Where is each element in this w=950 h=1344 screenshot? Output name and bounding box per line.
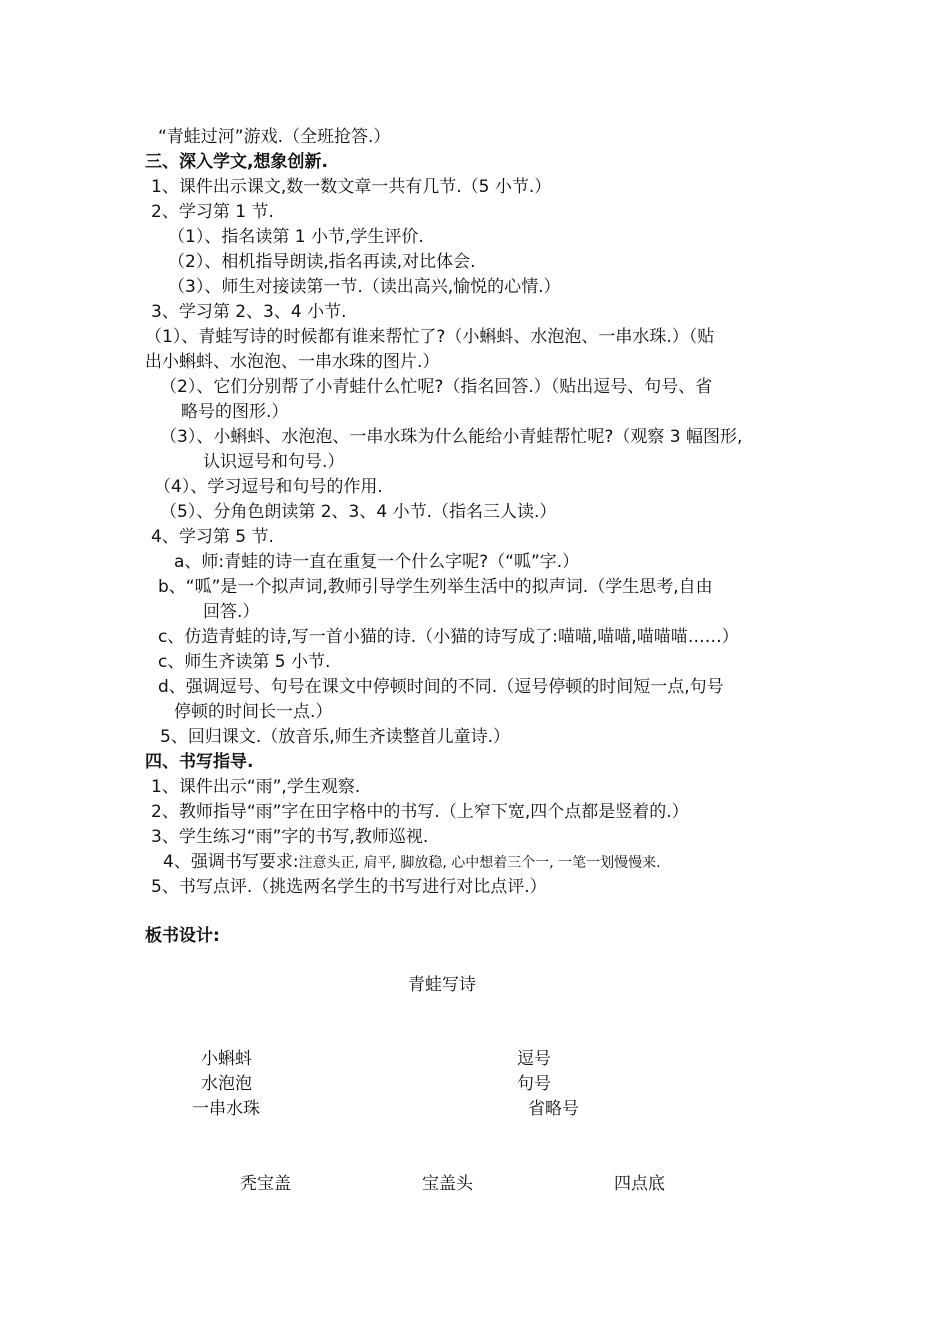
sec3-item-3-5: （5）、分角色朗读第 2、3、4 小节.（指名三人读.） <box>160 502 557 522</box>
sec3-item-2-1: （1）、指名读第 1 小节,学生评价. <box>168 227 424 247</box>
board-design-heading: 板书设计: <box>145 926 220 946</box>
sec4-item-3: 3、学生练习“雨”字的书写,教师巡视. <box>151 827 429 847</box>
board-left-item: 一串水珠 <box>192 1099 260 1119</box>
sec3-item-2-2: （2）、相机指导朗读,指名再读,对比体会. <box>168 252 476 272</box>
sec3-item-2: 2、学习第 1 节. <box>151 202 274 222</box>
game-line: “青蛙过河”游戏.（全班抢答.） <box>158 127 391 147</box>
sec3-item-4-c: c、仿造青蛙的诗,写一首小猫的诗.（小猫的诗写成了:喵喵,喵喵,喵喵喵……） <box>158 627 739 647</box>
sec3-item-2-3: （3）、师生对接读第一节.（读出高兴,愉悦的心情.） <box>168 277 561 297</box>
sec3-item-4-b: b、“呱”是一个拟声词,教师引导学生列举生活中的拟声词.（学生思考,自由 <box>158 577 713 597</box>
sec4-item-1: 1、课件出示“雨”,学生观察. <box>151 777 361 797</box>
sec3-item-3-1: （1）、青蛙写诗的时候都有谁来帮忙了?（小蝌蚪、水泡泡、一串水珠.）（贴 <box>145 327 715 347</box>
sec3-item-4-b-cont: 回答.） <box>203 602 260 622</box>
sec3-item-4-d-cont: 停顿的时间长一点.） <box>174 702 333 722</box>
sec3-item-3-3-cont: 认识逗号和句号.） <box>203 452 345 472</box>
sec4-item-4-requirements: 注意头正, 肩平, 脚放稳, 心中想着三个一, 一笔一划慢慢来. <box>298 855 661 871</box>
sec3-item-4-c2: c、师生齐读第 5 小节. <box>158 652 331 672</box>
board-left-item: 水泡泡 <box>201 1074 252 1094</box>
sec3-item-3-2-cont: 略号的图形.） <box>181 402 289 422</box>
sec3-item-3-3: （3）、小蝌蚪、水泡泡、一串水珠为什么能给小青蛙帮忙呢?（观察 3 幅图形, <box>160 427 743 447</box>
board-right-item: 句号 <box>517 1074 551 1094</box>
sec3-item-3: 3、学习第 2、3、4 小节. <box>151 302 347 322</box>
board-right-item: 省略号 <box>528 1099 579 1119</box>
sec3-item-4: 4、学习第 5 节. <box>151 527 274 547</box>
sec3-item-4-d: d、强调逗号、句号在课文中停顿时间的不同.（逗号停顿的时间短一点,句号 <box>158 677 724 697</box>
board-title: 青蛙写诗 <box>408 975 476 995</box>
sec4-item-4-prefix: 4、强调书写要求: <box>163 852 299 872</box>
board-bottom-item: 宝盖头 <box>422 1174 473 1194</box>
section-3-heading: 三、深入学文,想象创新. <box>145 152 328 172</box>
sec3-item-3-2: （2）、它们分别帮了小青蛙什么忙呢?（指名回答.）（贴出逗号、句号、省 <box>160 377 713 397</box>
sec3-item-5: 5、回归课文.（放音乐,师生齐读整首儿童诗.） <box>160 727 511 747</box>
board-left-item: 小蝌蚪 <box>201 1049 252 1069</box>
sec3-item-1: 1、课件出示课文,数一数文章一共有几节.（5 小节.） <box>151 177 552 197</box>
sec4-item-2: 2、教师指导“雨”字在田字格中的书写.（上窄下宽,四个点都是竖着的.） <box>151 802 689 822</box>
sec3-item-4-a: a、师:青蛙的诗一直在重复一个什么字呢?（“呱”字.） <box>174 552 580 572</box>
sec3-item-3-4: （4）、学习逗号和句号的作用. <box>154 477 383 497</box>
board-bottom-item: 四点底 <box>614 1174 665 1194</box>
sec4-item-5: 5、书写点评.（挑选两名学生的书写进行对比点评.） <box>151 877 547 897</box>
section-4-heading: 四、书写指导. <box>145 752 254 772</box>
sec4-item-4 <box>163 851 661 874</box>
board-right-item: 逗号 <box>517 1049 551 1069</box>
board-bottom-item: 秃宝盖 <box>240 1174 291 1194</box>
sec3-item-3-1-cont: 出小蝌蚪、水泡泡、一串水珠的图片.） <box>145 352 440 372</box>
